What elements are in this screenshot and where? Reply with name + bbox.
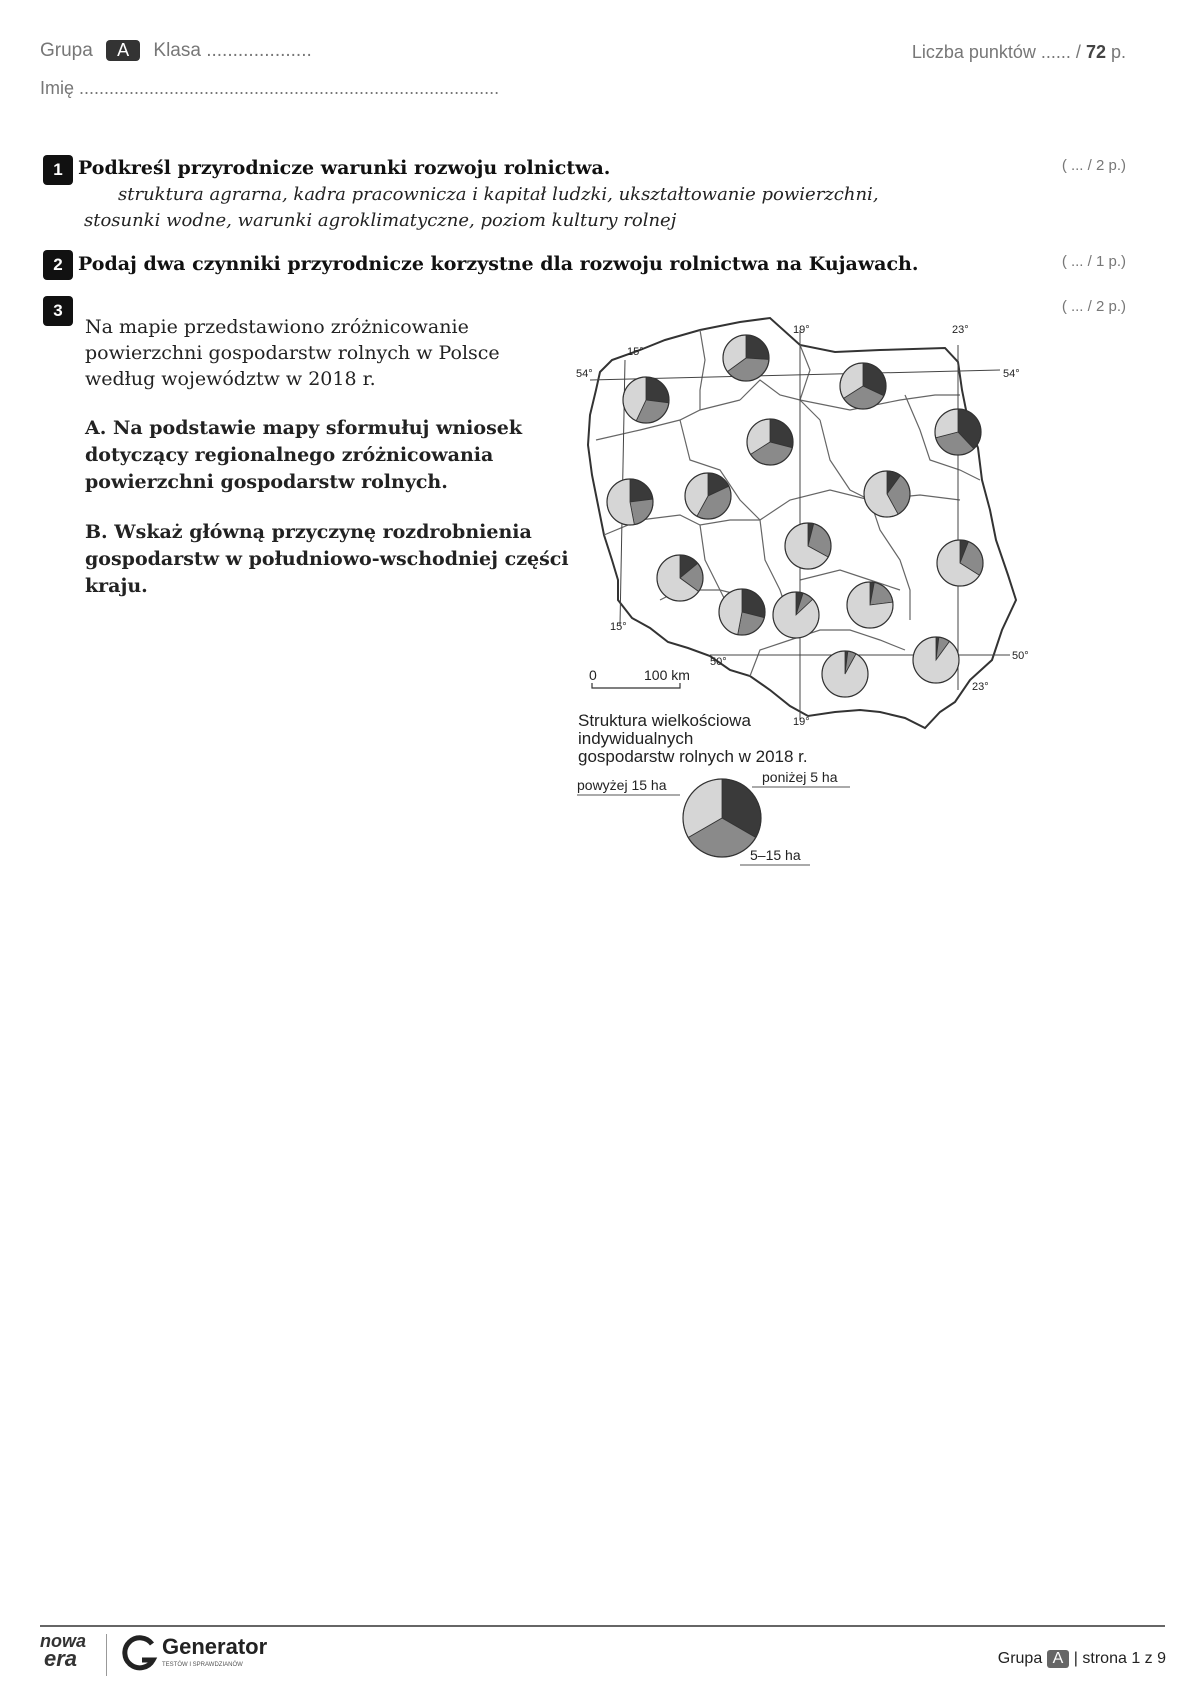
pie-śląskie: [773, 592, 819, 638]
footer-group-badge: A: [1047, 1650, 1070, 1668]
poland-farm-size-map: [560, 310, 1040, 870]
label-50-right: 50°: [1012, 650, 1029, 662]
group-badge: A: [106, 40, 140, 61]
legend-label-above-15: powyżej 15 ha: [577, 777, 667, 793]
task-b-line: kraju.: [85, 575, 148, 597]
pie-małopolskie: [822, 651, 868, 697]
pie-zachodniopomorskie: [623, 377, 669, 423]
footer-group-label: Grupa: [997, 1650, 1043, 1667]
scale-bar: [589, 667, 690, 688]
legend-pie-chart: [683, 779, 761, 857]
footer-divider: [106, 1634, 107, 1676]
question-1-points: ( ... / 2 p.): [1061, 157, 1126, 174]
question-3-points: ( ... / 2 p.): [1061, 298, 1126, 315]
pie-lubelskie: [937, 540, 983, 586]
question-2-points: ( ... / 1 p.): [1061, 253, 1126, 270]
pie-warmińsko-mazurskie: [840, 363, 886, 409]
intro-line: powierzchni gospodarstw rolnych w Polsce: [85, 342, 500, 364]
question-2-number: 2: [43, 250, 73, 280]
label-23-bottom: 23°: [972, 681, 989, 693]
generator-g-icon: [122, 1634, 158, 1674]
question-3-task-b: [85, 519, 569, 600]
name-field: Imię ....................................................................................: [40, 78, 500, 98]
intro-line: według województw w 2018 r.: [85, 368, 376, 390]
pie-łódzkie: [785, 523, 831, 569]
nowa-era-logo: [40, 1631, 87, 1671]
legend-pie: [683, 779, 761, 857]
legend-label-below-5: poniżej 5 ha: [762, 769, 838, 785]
legend-label-5-15: 5–15 ha: [750, 847, 801, 863]
scale-label: 100 km: [644, 667, 690, 683]
label-19-bottom: 19°: [793, 716, 810, 728]
label-15-top: 15°: [627, 346, 644, 358]
legend: [578, 711, 808, 766]
legend-title-line: gospodarstw rolnych w 2018 r.: [578, 747, 808, 766]
generator-name: Generator: [162, 1634, 268, 1659]
label-19-top: 19°: [793, 324, 810, 336]
question-2-title: Podaj dwa czynniki przyrodnicze korzystne dla rozwoju rolnictwa na Kujawach.: [78, 253, 919, 275]
score-max: 72: [1085, 42, 1106, 62]
pie-pomorskie: [723, 335, 769, 381]
score-label: Liczba punktów ...... /: [911, 42, 1081, 62]
pie-dolnośląskie: [657, 555, 703, 601]
pie-kujawsko-pomorskie: [747, 419, 793, 465]
footer-page-number: | strona 1 z 9: [1073, 1650, 1166, 1667]
task-b-line: B. Wskaż główną przyczynę rozdrobnienia: [85, 521, 532, 543]
task-a-line: A. Na podstawie mapy sformułuj wniosek: [85, 417, 523, 439]
question-3-number: 3: [43, 296, 73, 326]
pie-świętokrzyskie: [847, 582, 893, 628]
question-3-task-a: [85, 415, 522, 496]
question-1-title: Podkreśl przyrodnicze warunki rozwoju rolnictwa.: [78, 157, 611, 179]
logo-line: nowa: [40, 1631, 87, 1651]
label-23-top: 23°: [952, 324, 969, 336]
pie-podkarpackie: [913, 637, 959, 683]
group-label: Grupa: [40, 40, 93, 61]
question-1-options-line1: struktura agrarna, kadra pracownicza i kapitał ludzki, ukształtowanie powierzchni,: [118, 184, 879, 205]
scale-zero: 0: [589, 667, 597, 683]
label-54-right: 54°: [1003, 368, 1020, 380]
label-50-left: 50°: [710, 656, 727, 668]
legend-title-line: Struktura wielkościowa: [578, 711, 751, 730]
header-score: [912, 42, 1126, 63]
class-field: Klasa ....................: [153, 40, 312, 61]
score-unit: p.: [1110, 42, 1126, 62]
legend-title-line: indywidualnych: [578, 729, 694, 748]
pie-opolskie: [719, 589, 765, 635]
logo-line: era: [44, 1646, 78, 1671]
question-1-number: 1: [43, 155, 73, 185]
question-3-intro: [85, 314, 500, 392]
footer-rule: [40, 1625, 1165, 1627]
task-a-line: powierzchni gospodarstw rolnych.: [85, 471, 448, 493]
pie-wielkopolskie: [685, 473, 731, 519]
task-b-line: gospodarstw w południowo-wschodniej części: [85, 548, 569, 570]
footer-page-info: [998, 1650, 1166, 1668]
label-54-left: 54°: [576, 368, 593, 380]
generator-sub: TESTÓW I SPRAWDZIANÓW: [162, 1662, 243, 1668]
task-a-line: dotyczący regionalnego zróżnicowania: [85, 444, 494, 466]
pie-lubuskie: [607, 479, 653, 525]
question-1-options-line2: stosunki wodne, warunki agroklimatyczne, poziom kultury rolnej: [84, 210, 677, 231]
pie-podlaskie: [935, 409, 981, 455]
pie-mazowieckie: [864, 471, 910, 517]
intro-line: Na mapie przedstawiono zróżnicowanie: [85, 316, 469, 338]
header-group: [40, 40, 312, 62]
label-15-bottom: 15°: [610, 621, 627, 633]
